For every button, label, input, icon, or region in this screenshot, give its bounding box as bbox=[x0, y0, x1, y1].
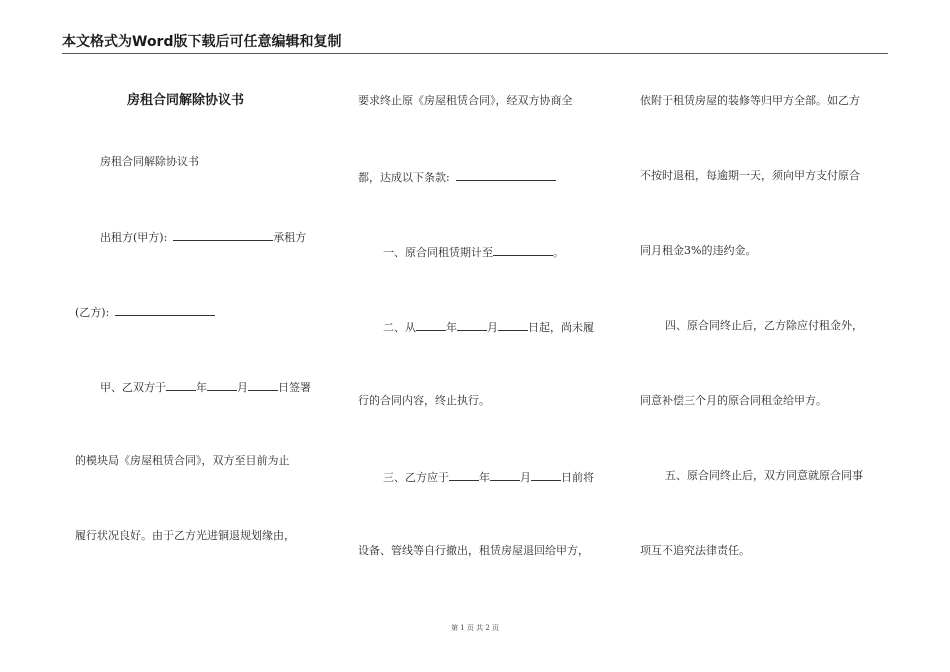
termination-request-line: 要求终止原《房屋租赁合同》，经双方协商全 bbox=[358, 94, 573, 107]
lessee-line bbox=[75, 304, 215, 320]
clause-3-month-blank bbox=[490, 469, 520, 481]
sign-day-blank bbox=[248, 379, 278, 391]
clause-5-continued: 项互不追究法律责任。 bbox=[640, 544, 750, 557]
lessee-label-a: 承租方 bbox=[273, 231, 307, 244]
lessee-blank bbox=[115, 304, 215, 316]
clause-3-year-blank bbox=[449, 469, 479, 481]
clause-2-rest: 日起，尚未履 bbox=[528, 321, 594, 334]
sign-date-line bbox=[100, 379, 311, 395]
agreement-text: 都，达成以下条款: bbox=[358, 171, 450, 184]
lessor-label: 出租方(甲方): bbox=[100, 231, 168, 244]
document-subtitle: 房租合同解除协议书 bbox=[100, 155, 199, 168]
clause-3-month: 月 bbox=[520, 471, 531, 484]
lessor-blank bbox=[173, 229, 273, 241]
penalty-rate-line: 同月租金3%的违约金。 bbox=[640, 244, 757, 257]
clause-5: 五、原合同终止后，双方同意就原合同事 bbox=[665, 469, 863, 482]
penalty-line: 不按时退租，每逾期一天，须向甲方支付原合 bbox=[640, 169, 860, 182]
document-header bbox=[62, 33, 888, 54]
clause-3-rest: 日前将 bbox=[561, 471, 594, 484]
decoration-line: 依附于租赁房屋的装修等归甲方全部。如乙方 bbox=[640, 94, 860, 107]
page-number: 第 1 页 共 2 页 bbox=[450, 624, 500, 632]
sign-month-label: 月 bbox=[237, 381, 248, 394]
clause-2-month: 月 bbox=[487, 321, 498, 334]
agreement-line bbox=[358, 169, 556, 185]
clause-2-year: 年 bbox=[446, 321, 457, 334]
clause-4: 四、原合同终止后，乙方除应付租金外， bbox=[665, 319, 863, 332]
document-title: 房租合同解除协议书 bbox=[127, 93, 245, 108]
sign-year-label: 年 bbox=[196, 381, 207, 394]
clause-2-continued: 行的合同内容，终止执行。 bbox=[358, 394, 490, 407]
sign-month-blank bbox=[207, 379, 237, 391]
header-text: 本文格式为Word版下载后可任意编辑和复制 bbox=[62, 34, 342, 50]
sign-day-label: 日签署 bbox=[278, 381, 311, 394]
clause-2-text: 二、从 bbox=[383, 321, 416, 334]
clause-3-text: 三、乙方应于 bbox=[383, 471, 449, 484]
sign-text: 甲、乙双方于 bbox=[100, 381, 166, 394]
agreement-blank bbox=[456, 169, 556, 181]
clause-1-end: 。 bbox=[553, 246, 564, 259]
clause-3 bbox=[383, 469, 594, 485]
clause-2-year-blank bbox=[416, 319, 446, 331]
clause-2-month-blank bbox=[457, 319, 487, 331]
contract-reference-line: 的模块局《房屋租赁合同》，双方至目前为止 bbox=[75, 454, 290, 467]
clause-1 bbox=[383, 244, 564, 260]
lessor-line bbox=[100, 229, 306, 245]
sign-year-blank bbox=[166, 379, 196, 391]
clause-1-text: 一、原合同租赁期计至 bbox=[383, 246, 493, 259]
clause-3-day-blank bbox=[531, 469, 561, 481]
lessee-label-b: (乙方): bbox=[75, 306, 110, 319]
clause-2-day-blank bbox=[498, 319, 528, 331]
clause-2 bbox=[383, 319, 594, 335]
clause-4-continued: 同意补偿三个月的原合同租金给甲方。 bbox=[640, 394, 827, 407]
reason-line: 履行状况良好。由于乙方光进铜退规划缘由， bbox=[75, 529, 295, 542]
clause-3-continued: 设备、管线等自行撤出，租赁房屋退回给甲方， bbox=[358, 544, 589, 557]
clause-3-year: 年 bbox=[479, 471, 490, 484]
clause-1-blank bbox=[493, 244, 553, 256]
